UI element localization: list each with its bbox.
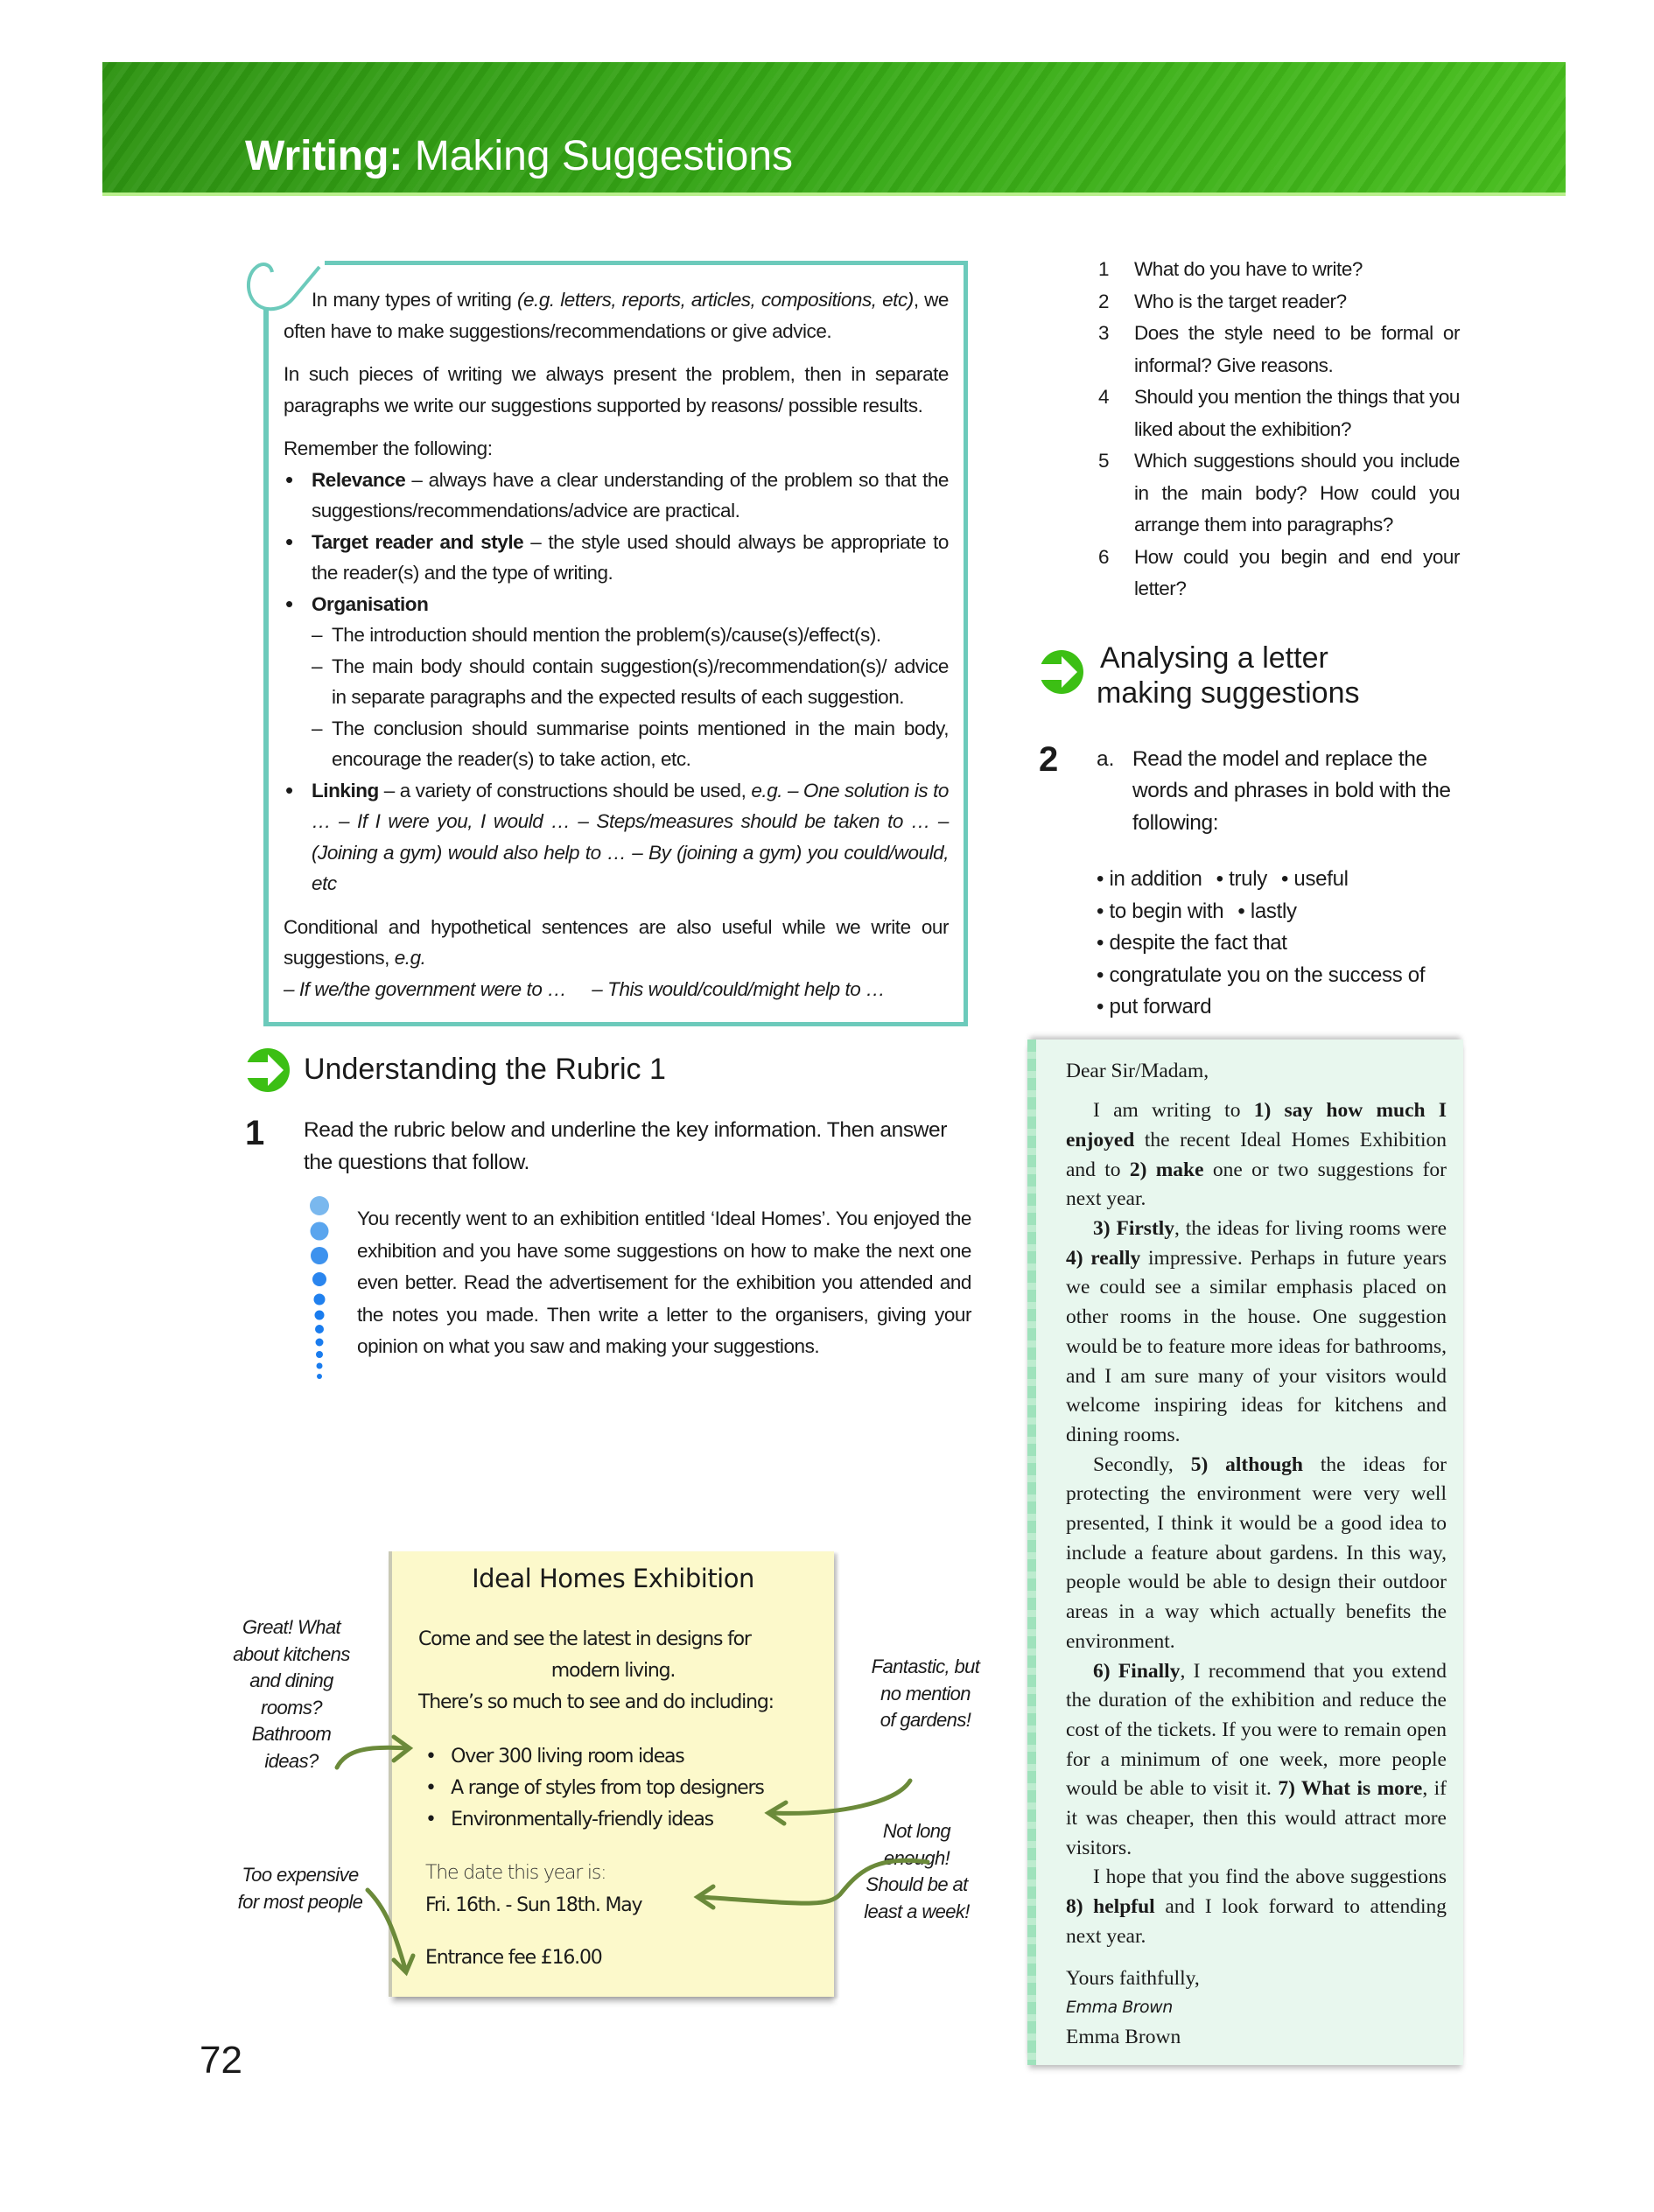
exercise-part: a.	[1097, 746, 1115, 771]
question-number: 4	[1098, 386, 1110, 408]
exhibition-advert	[392, 1551, 834, 1997]
bold-phrase: 6) Finally	[1093, 1659, 1181, 1683]
example: – This would/could/might help to …	[592, 977, 886, 1000]
guidelines-list	[284, 465, 949, 900]
question	[1039, 445, 1476, 542]
page-number: 72	[200, 2039, 242, 2082]
text-segment: one or two suggestions for next year.	[1066, 1158, 1447, 1211]
option-row	[1097, 864, 1476, 896]
left-column	[245, 261, 980, 1363]
option-text: in addition	[1109, 867, 1202, 891]
question-number: 6	[1098, 545, 1110, 568]
text-segment: I hope that you find the above suggestions	[1093, 1866, 1447, 1889]
title-line: making suggestions	[1097, 676, 1360, 710]
section-title-rubric: Understanding the Rubric 1	[304, 1053, 666, 1086]
question-number: 3	[1098, 322, 1110, 344]
option-text: lastly	[1250, 899, 1297, 923]
page-title-rest: Making Suggestions	[414, 133, 794, 179]
rubric	[245, 1203, 980, 1363]
option-row	[1097, 991, 1476, 1024]
option-item: • despite the fact that	[1097, 931, 1287, 955]
arrow-right-icon	[245, 1047, 291, 1093]
question-text: Which suggestions should you include in the main body? How could you arrange them into paragraphs?	[1134, 450, 1460, 536]
bullet-text: Over 300 living room ideas	[451, 1746, 684, 1768]
question-text: What do you have to write?	[1134, 258, 1363, 280]
bold-phrase: 8) helpful	[1066, 1895, 1155, 1919]
guideline-relevance	[284, 465, 949, 527]
option-text: put forward	[1109, 995, 1212, 1018]
advert-date: Fri. 16th. - Sun 18th. May	[425, 1894, 642, 1916]
exercise-instruction: Read the rubric below and underline the key information. Then answer the questions that follow.	[304, 1118, 948, 1174]
letter-paragraphs	[1066, 1096, 1447, 1951]
bold-phrase: 4) really	[1066, 1246, 1141, 1270]
letter-paragraph	[1066, 1863, 1447, 1951]
question-text: Who is the target reader?	[1134, 290, 1347, 312]
question-number: 5	[1098, 450, 1110, 472]
section-heading-analysing	[1039, 640, 1476, 710]
note-gardens: Fantastic, but no mention of gardens!	[871, 1656, 980, 1731]
option-text: truly	[1229, 867, 1267, 891]
note-expensive: Too expensive for most people	[237, 1864, 363, 1913]
text-segment: I am writing to	[1093, 1099, 1254, 1123]
bold-phrase: 5) although	[1190, 1452, 1303, 1476]
term: Linking	[312, 779, 379, 802]
desc: – always have a clear understanding of the problem so that the suggestions/recommendations/advice are practical.	[312, 468, 949, 522]
desc: – the style used should always be appropriate to the reader(s) and the type of writing.	[312, 530, 949, 584]
rubric-text: You recently went to an exhibition entitled ‘Ideal Homes’. You enjoyed the exhibition and you have some suggestions on how to make the next one even better. Read the advertisement for the exhibition you attended and the notes you made. Then write a letter to the organisers, giving your opinion on what you saw and making your suggestions.	[357, 1208, 971, 1357]
remember-label: Remember the following:	[284, 438, 493, 459]
advert-line: modern living.	[550, 1660, 676, 1682]
text-segment: Secondly,	[1093, 1452, 1191, 1476]
text-segment: and I look forward to attending next year.	[1066, 1895, 1447, 1948]
exercise-1	[245, 1114, 980, 1179]
letter-paragraph	[1066, 1214, 1447, 1451]
question-number: 2	[1098, 290, 1110, 312]
letter-paragraph	[1066, 1657, 1447, 1864]
note-kitchens: Great! What about kitchens and dining rooms? Bathroom ideas?	[233, 1616, 350, 1772]
arrow-right-icon	[1039, 649, 1084, 695]
term: Organisation	[312, 592, 429, 615]
questions-list	[1039, 254, 1476, 606]
section-title-analysing	[1097, 640, 1476, 710]
option-item: • to begin with	[1097, 899, 1224, 923]
text-segment: the ideas for protecting the environment were very well presented, I think it would be a good idea to include a feature about gardens. In this way, people would be able to design their outdoor areas in a way which actually benefits the environment.	[1066, 1452, 1447, 1653]
option-text: congratulate you on the success of	[1109, 962, 1426, 987]
desc: – a variety of constructions should be used,	[378, 779, 752, 802]
question-text: Does the style need to be formal or informal? Give reasons.	[1134, 322, 1460, 376]
option-text: to begin with	[1109, 899, 1224, 923]
guideline-target-reader	[284, 527, 949, 589]
example: – If we/the government were to …	[284, 977, 567, 1000]
bold-phrase: 1) say how much I enjoyed	[1066, 1099, 1447, 1152]
letter-greeting: Dear Sir/Madam,	[1066, 1059, 1209, 1082]
question-text: How could you begin and end your letter?	[1134, 545, 1460, 599]
conditional-eg: e.g.	[394, 947, 426, 969]
letter-signature: Emma Brown	[1066, 1998, 1173, 2018]
letter-paragraph	[1066, 1096, 1447, 1214]
bold-phrase: 7) What is more	[1278, 1777, 1423, 1801]
option-row	[1097, 960, 1476, 992]
page-title	[245, 132, 793, 180]
question	[1039, 542, 1476, 606]
advert-title: Ideal Homes Exhibition	[472, 1564, 754, 1593]
exercise-instruction: Read the model and replace the words and phrases in bold with the following:	[1132, 746, 1451, 835]
note-duration: Not long enough! Should be at least a week!	[864, 1820, 970, 1922]
option-item: • lastly	[1237, 899, 1297, 923]
bullet-text: Environmentally-friendly ideas	[451, 1809, 713, 1830]
option-item: • put forward	[1097, 995, 1212, 1018]
advert-bullet: • Environmentally-friendly ideas	[425, 1809, 713, 1830]
term: Relevance	[312, 468, 406, 491]
linking-examples: e.g. – One solution is to … – If I were you, I would … – Steps/measures should be taken to … – (Joining a gym) would also help to … – By (joining a gym) you could/would, etc	[312, 779, 949, 894]
question	[1039, 254, 1476, 286]
page-title-bold: Writing:	[245, 133, 403, 179]
conditional-text: Conditional and hypothetical sentences are also useful while we write our suggestions,	[284, 915, 949, 969]
question-number: 1	[1098, 258, 1110, 280]
advert-line: Come and see the latest in designs for	[418, 1628, 751, 1650]
advert-line: There’s so much to see and do including:	[418, 1691, 774, 1713]
advert-fee: Entrance fee £16.00	[425, 1947, 602, 1969]
question	[1039, 382, 1476, 445]
option-item: • congratulate you on the success of	[1097, 962, 1426, 987]
option-text: useful	[1293, 867, 1349, 891]
text-segment: , I recommend that you extend the duration of the exhibition and reduce the cost of the tickets. If you were to remain open for a minimum of one week, more people would be able to visit it.	[1066, 1659, 1447, 1801]
option-item: • useful	[1280, 867, 1349, 891]
exercise-2	[1039, 739, 1476, 840]
option-row	[1097, 928, 1476, 960]
organisation-item: – The introduction should mention the problem(s)/cause(s)/effect(s).	[284, 620, 949, 651]
option-text: despite the fact that	[1109, 931, 1287, 955]
conditional-note	[284, 912, 949, 974]
question	[1039, 286, 1476, 318]
bold-phrase: 3) Firstly	[1093, 1217, 1175, 1241]
right-column	[1039, 254, 1476, 2065]
letter-closing: Yours faithfully,	[1066, 1966, 1200, 1990]
conditional-examples	[284, 974, 949, 1005]
term: Target reader and style	[312, 530, 524, 553]
dotted-line-decoration-icon	[306, 1193, 333, 1385]
letter-paragraph	[1066, 1451, 1447, 1657]
header-banner	[102, 62, 1566, 196]
advert-bullet: • A range of styles from top designers	[425, 1777, 764, 1799]
letter-edge-strip	[1027, 1040, 1036, 2065]
option-item: • in addition	[1097, 867, 1202, 891]
model-letter	[1027, 1040, 1463, 2065]
organisation-item: – The main body should contain suggestion(s)/recommendation(s)/ advice in separate paragraphs and the expected results of each suggestion.	[284, 651, 949, 713]
bold-phrase: 2) make	[1129, 1158, 1204, 1181]
theory-para2: In such pieces of writing we always present the problem, then in separate paragraphs we write our suggestions supported by reasons/ possible results.	[284, 363, 949, 416]
theory-box	[263, 261, 968, 1026]
advert-date-label: The date this year is:	[425, 1862, 606, 1884]
section-heading-rubric	[245, 1047, 980, 1096]
word-options	[1097, 864, 1476, 1024]
text-segment: , if it was cheaper, then this would attract more visitors.	[1066, 1777, 1447, 1859]
theory-intro	[284, 284, 949, 346]
exercise-number: 2	[1039, 739, 1059, 779]
intro-tail: , we often have to make suggestions/recommendations or give advice.	[284, 289, 949, 342]
option-row	[1097, 896, 1476, 928]
organisation-item: – The conclusion should summarise points mentioned in the main body, encourage the reader(s) to take action, etc.	[284, 713, 949, 775]
title-line: Analysing a letter	[1100, 640, 1328, 675]
intro-examples: (e.g. letters, reports, articles, compositions, etc)	[516, 289, 914, 311]
text-segment: impressive. Perhaps in future years we could see a similar emphasis placed on other rooms in the house. One suggestion would be to feature more ideas for bathrooms, and I am sure many of your visitors would welcome inspiring ideas for kitchens and dining rooms.	[1066, 1246, 1447, 1446]
guideline-linking	[284, 775, 949, 900]
text-segment: , the ideas for living rooms were	[1174, 1217, 1447, 1241]
question	[1039, 318, 1476, 382]
intro-lead: In many types of writing	[312, 289, 517, 311]
exercise-number: 1	[245, 1114, 265, 1152]
letter-name: Emma Brown	[1066, 2026, 1181, 2048]
option-item: • truly	[1216, 867, 1267, 891]
advert-bullet: • Over 300 living room ideas	[425, 1746, 684, 1768]
bullet-text: A range of styles from top designers	[451, 1777, 764, 1799]
question-text: Should you mention the things that you liked about the exhibition?	[1134, 386, 1460, 440]
text-segment: the recent Ideal Homes Exhibition and to	[1066, 1128, 1447, 1181]
guideline-organisation	[284, 589, 949, 620]
